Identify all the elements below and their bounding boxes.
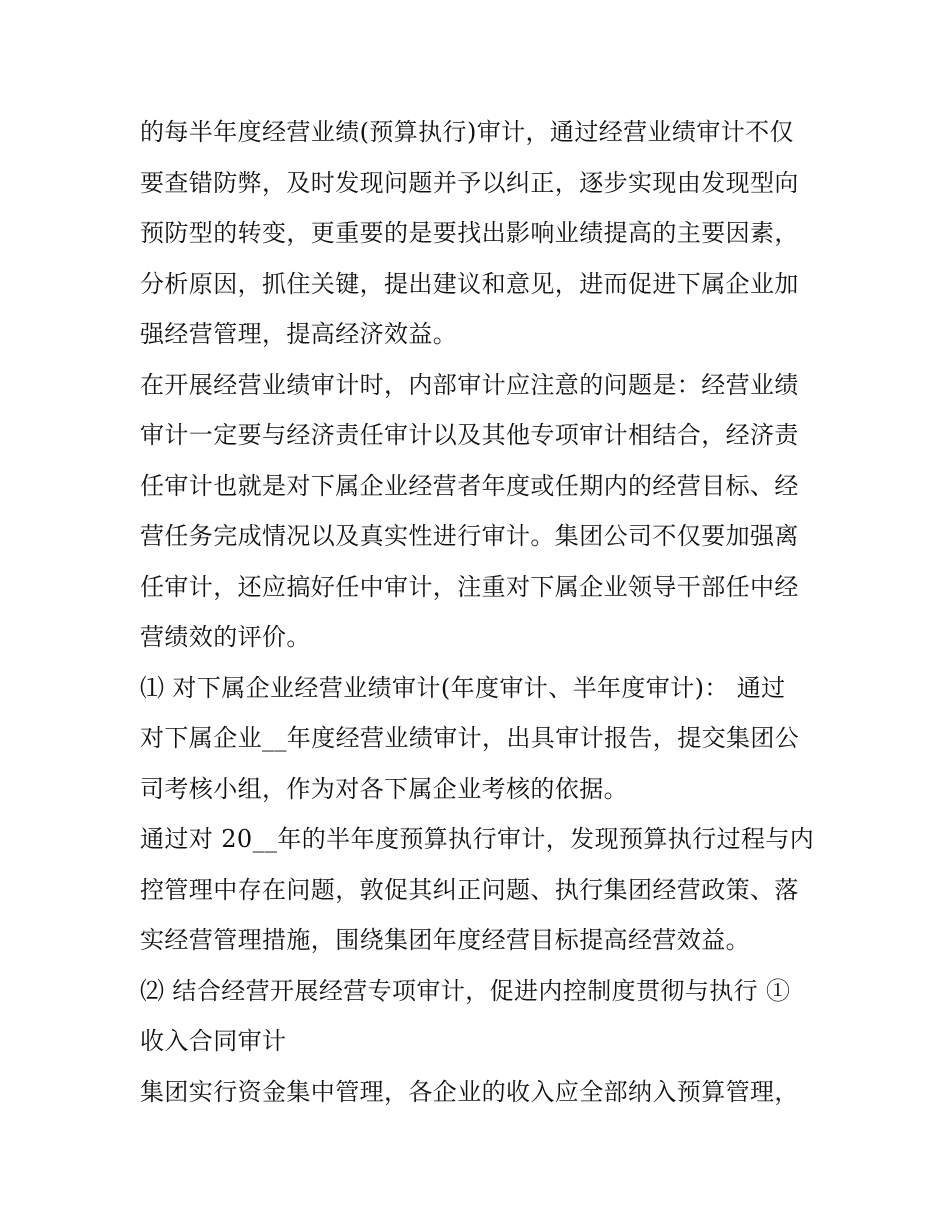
text-line: 收入合同审计	[140, 1027, 287, 1055]
text-line: 要查错防弊，及时发现问题并予以纠正，逐步实现由发现型向	[140, 168, 799, 197]
text-line: 任审计，还应搞好任中审计，注重对下属企业领导干部任中经	[140, 572, 799, 601]
text-line: 集团实行资金集中管理，各企业的收入应全部纳入预算管理，	[140, 1077, 799, 1106]
text-line: 预防型的转变，更重要的是要找出影响业绩提高的主要因素，	[140, 219, 799, 247]
text-line: 实经营管理措施，围绕集团年度经营目标提高经营效益。	[140, 926, 750, 954]
text-line: 分析原因，抓住关键，提出建议和意见，进而促进下属企业加	[140, 269, 799, 298]
text-line: 司考核小组，作为对各下属企业考核的依据。	[140, 774, 628, 803]
text-line: ⑵ 结合经营开展经营专项审计，促进内控制度贯彻与执行 ①	[140, 976, 791, 1005]
document-body	[140, 107, 820, 1117]
text-line: 的每半年度经营业绩(预算执行)审计，通过经营业绩审计不仅	[140, 118, 794, 146]
text-line: 对下属企业__年度经营业绩审计，出具审计报告，提交集团公	[140, 724, 800, 752]
text-line: ⑴ 对下属企业经营业绩审计(年度审计、半年度审计)： 通过	[140, 673, 786, 702]
text-line: 在开展经营业绩审计时，内部审计应注意的问题是：经营业绩	[140, 370, 799, 399]
text-line: 控管理中存在问题，敦促其纠正问题、执行集团经营政策、落	[140, 875, 799, 904]
text-line: 审计一定要与经济责任审计以及其他专项审计相结合，经济责	[140, 421, 799, 449]
text-line: 营绩效的评价。	[140, 623, 311, 651]
text-line: 任审计也就是对下属企业经营者年度或任期内的经营目标、经	[140, 471, 799, 500]
text-line: 营任务完成情况以及真实性进行审计。集团公司不仅要加强离	[140, 522, 799, 550]
text-line: 通过对 20__年的半年度预算执行审计，发现预算执行过程与内	[140, 825, 815, 853]
text-line: 强经营管理，提高经济效益。	[140, 320, 458, 348]
